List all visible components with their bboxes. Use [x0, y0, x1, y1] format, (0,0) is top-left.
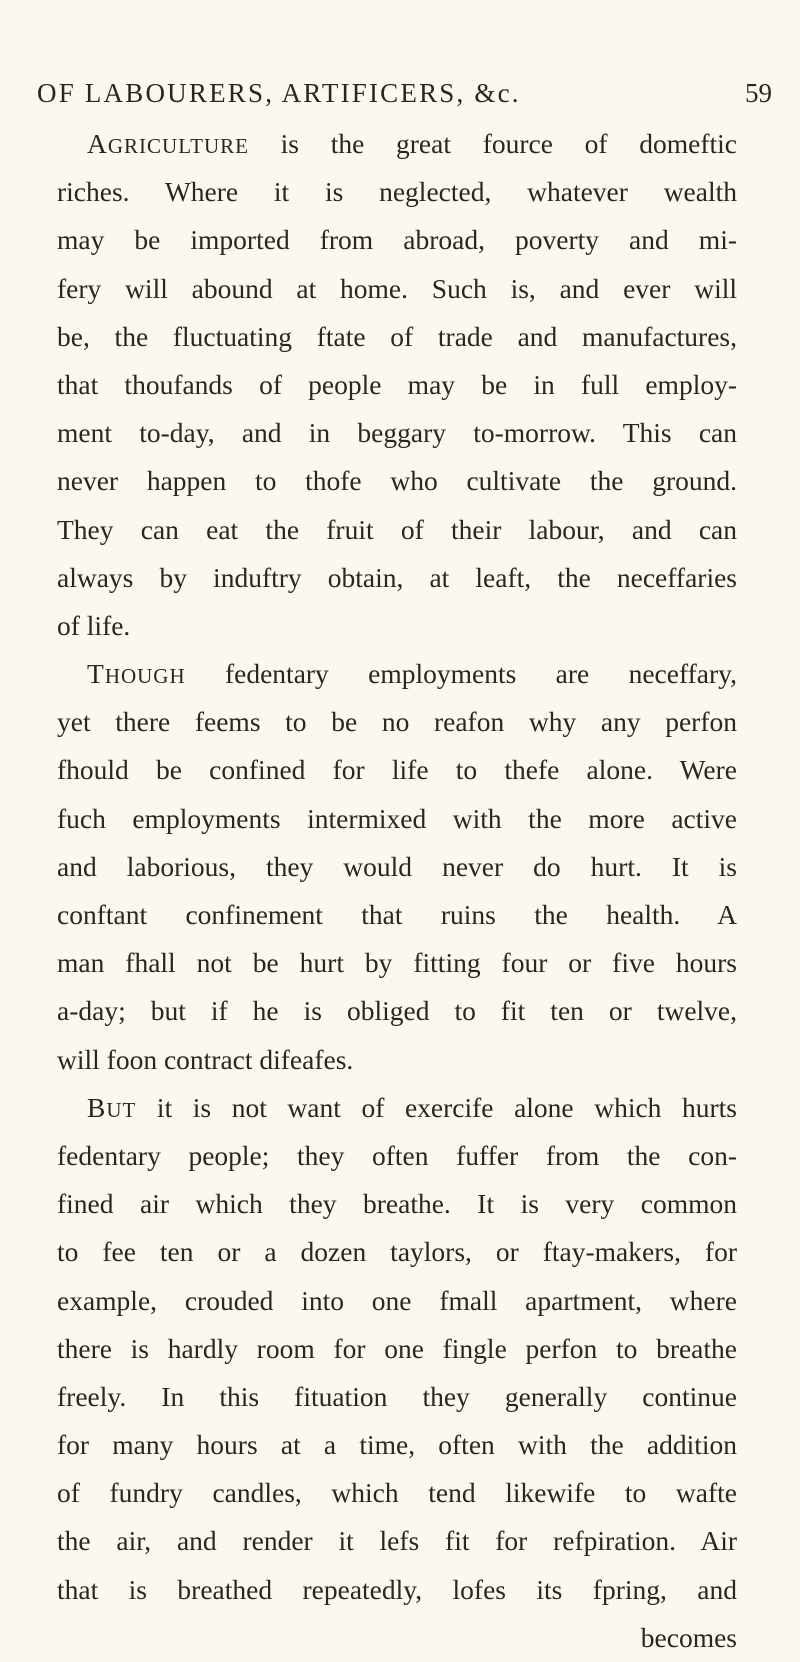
body-text [57, 120, 737, 1662]
text-line: that is breathed repeatedly, lofes its fpring, and [57, 1573, 737, 1605]
text-line: to fee ten or a dozen taylors, or ftay-makers, for [57, 1236, 737, 1268]
text-line: ment to-day, and in beggary to-morrow. This can [57, 417, 737, 449]
text-line: riches. Where it is neglected, whatever wealth [57, 176, 737, 208]
text-line: a-day; but if he is obliged to fit ten or twelve, [57, 995, 737, 1027]
paragraph [57, 650, 737, 1084]
text-line: there is hardly room for one fingle perfon to breathe [57, 1332, 737, 1364]
catchword: becomes [640, 1621, 737, 1653]
text-line: fery will abound at home. Such is, and ever will [57, 272, 737, 304]
text-line: never happen to thofe who cultivate the ground. [57, 465, 737, 497]
small-caps-lead: BUT [87, 1091, 137, 1123]
text-line: yet there feems to be no reafon why any perfon [57, 706, 737, 738]
text-line: will foon contract difeafes. [57, 1043, 354, 1075]
text-line: example, crouded into one fmall apartment, where [57, 1284, 737, 1316]
paragraph [57, 120, 737, 650]
text-line: for many hours at a time, often with the addition [57, 1429, 737, 1461]
text-line: be, the fluctuating ftate of trade and manufactures, [57, 320, 737, 352]
text-line: fhould be confined for life to thefe alone. Were [57, 754, 737, 786]
text-line: They can eat the fruit of their labour, and can [57, 513, 737, 545]
text-line: that thoufands of people may be in full employ- [57, 368, 737, 400]
text-line: fuch employments intermixed with the more active [57, 802, 737, 834]
text-line: fedentary people; they often fuffer from the con- [57, 1139, 737, 1171]
text-line: BUT it is not want of exercife alone which hurts [87, 1091, 737, 1123]
text-line: AGRICULTURE is the great fource of domeftic [87, 128, 737, 159]
text-line: conftant confinement that ruins the health. A [57, 899, 737, 930]
text-line: man fhall not be hurt by fitting four or five hours [57, 947, 737, 979]
page-header [37, 78, 772, 118]
text-line: may be imported from abroad, poverty and mi- [57, 224, 737, 256]
text-line: and laborious, they would never do hurt. It is [57, 850, 737, 882]
text-line: of fundry candles, which tend likewife to wafte [57, 1477, 737, 1509]
text-line: fined air which they breathe. It is very common [57, 1188, 737, 1220]
text-line: always by induftry obtain, at leaft, the neceffaries [57, 561, 737, 593]
text-line: of life. [57, 609, 131, 641]
text-line: THOUGH fedentary employments are neceffary, [87, 658, 737, 690]
small-caps-lead: AGRICULTURE [87, 128, 249, 159]
small-caps-lead: THOUGH [87, 658, 186, 690]
running-title: OF LABOURERS, ARTIFICERS, &c. [37, 78, 521, 108]
text-line: the air, and render it lefs fit for refpiration. Air [57, 1525, 737, 1557]
page-number: 59 [745, 78, 772, 108]
paragraph [57, 1084, 737, 1614]
text-line: freely. In this fituation they generally continue [57, 1380, 737, 1412]
